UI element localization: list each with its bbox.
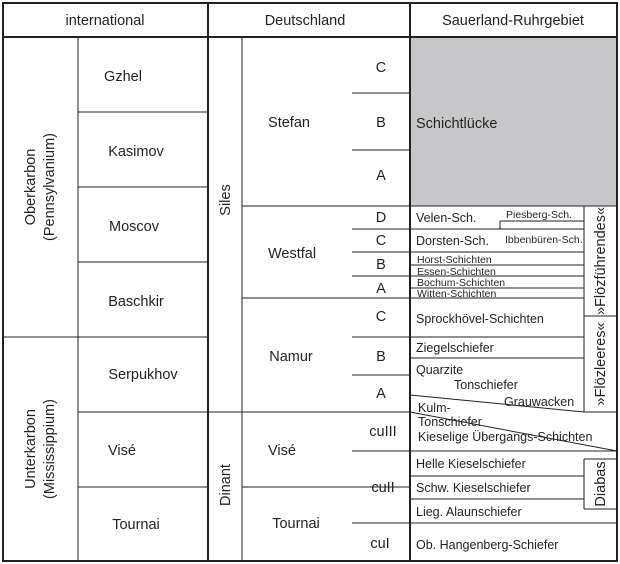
label-mississippium: (Mississippium) (42, 399, 58, 499)
sub-cu2: cuII (371, 480, 395, 496)
text-horst: Horst-Schichten (417, 254, 492, 266)
sub-westfal-c: C (375, 233, 387, 249)
stage-moscov: Moscov (109, 219, 159, 235)
header-international: international (65, 13, 145, 29)
text-dorsten: Dorsten-Sch. (416, 234, 489, 248)
text-bochum: Bochum-Schichten (417, 277, 506, 289)
header-sauerland: Sauerland-Ruhrgebiet (442, 13, 584, 29)
sub-westfal-d: D (375, 210, 387, 226)
stage-kasimov: Kasimov (108, 144, 164, 160)
label-dinant: Dinant (218, 464, 234, 506)
text-ziegelschiefer: Ziegelschiefer (416, 341, 494, 355)
series-vise: Visé (268, 443, 296, 459)
text-witten: Witten-Schichten (417, 288, 497, 300)
stage-baschkir: Baschkir (108, 294, 164, 310)
sub-stefan-b: B (376, 115, 386, 131)
text-hangenberg: Ob. Hangenberg-Schiefer (416, 538, 559, 552)
text-kuln-tonschiefer: Tonschiefer (418, 415, 482, 429)
sub-cu3: cuIII (369, 424, 397, 440)
stage-gzhel: Gzhel (104, 69, 142, 85)
label-floezleeres: »Flözleeres« (593, 322, 609, 406)
stage-vise: Visé (108, 443, 136, 459)
series-namur: Namur (269, 349, 313, 365)
sub-namur-a: A (376, 386, 386, 402)
label-pennsylvanium: (Pennsylvanium) (42, 133, 58, 241)
stage-tournai: Tournai (112, 517, 160, 533)
text-schwarze: Schw. Kieselschiefer (416, 481, 531, 495)
sub-stefan-a: A (376, 168, 386, 184)
label-floezfuehrendes: »Flözführendes« (593, 206, 609, 316)
series-westfal: Westfal (267, 246, 317, 262)
label-siles: Siles (218, 184, 234, 216)
text-piesberg: Piesberg-Sch. (506, 209, 572, 221)
sub-westfal-b: B (376, 257, 386, 273)
text-kuln: Kulm- (418, 401, 451, 415)
text-helle: Helle Kieselschiefer (416, 457, 526, 471)
label-unterkarbon: Unterkarbon (23, 409, 39, 489)
text-kieselige: Kieselige Übergangs-Schichten (418, 430, 593, 444)
text-ibbenbueren: Ibbenbüren-Sch. (505, 234, 583, 246)
text-alaun: Lieg. Alaunschiefer (416, 505, 522, 519)
label-oberkarbon: Oberkarbon (23, 148, 39, 226)
text-schichtluecke: Schichtlücke (416, 116, 498, 132)
sub-namur-c: C (375, 309, 387, 325)
series-stefan: Stefan (268, 115, 310, 131)
text-grauwacken: Grauwacken (504, 395, 575, 409)
sub-stefan-c: C (375, 60, 387, 76)
text-tonschiefer: Tonschiefer (454, 378, 518, 392)
sub-cu1: cuI (370, 536, 390, 552)
text-velen: Velen-Sch. (416, 211, 477, 225)
series-tournai: Tournai (272, 516, 320, 532)
label-diabas: Diabas (593, 461, 609, 507)
text-sprockhoevel: Sprockhövel-Schichten (416, 312, 544, 326)
header-deutschland: Deutschland (264, 13, 346, 29)
text-essen: Essen-Schichten (417, 266, 496, 278)
stage-serpukhov: Serpukhov (108, 367, 178, 383)
sub-namur-b: B (376, 349, 386, 365)
text-quarzite: Quarzite (416, 363, 464, 377)
sub-westfal-a: A (376, 281, 386, 297)
